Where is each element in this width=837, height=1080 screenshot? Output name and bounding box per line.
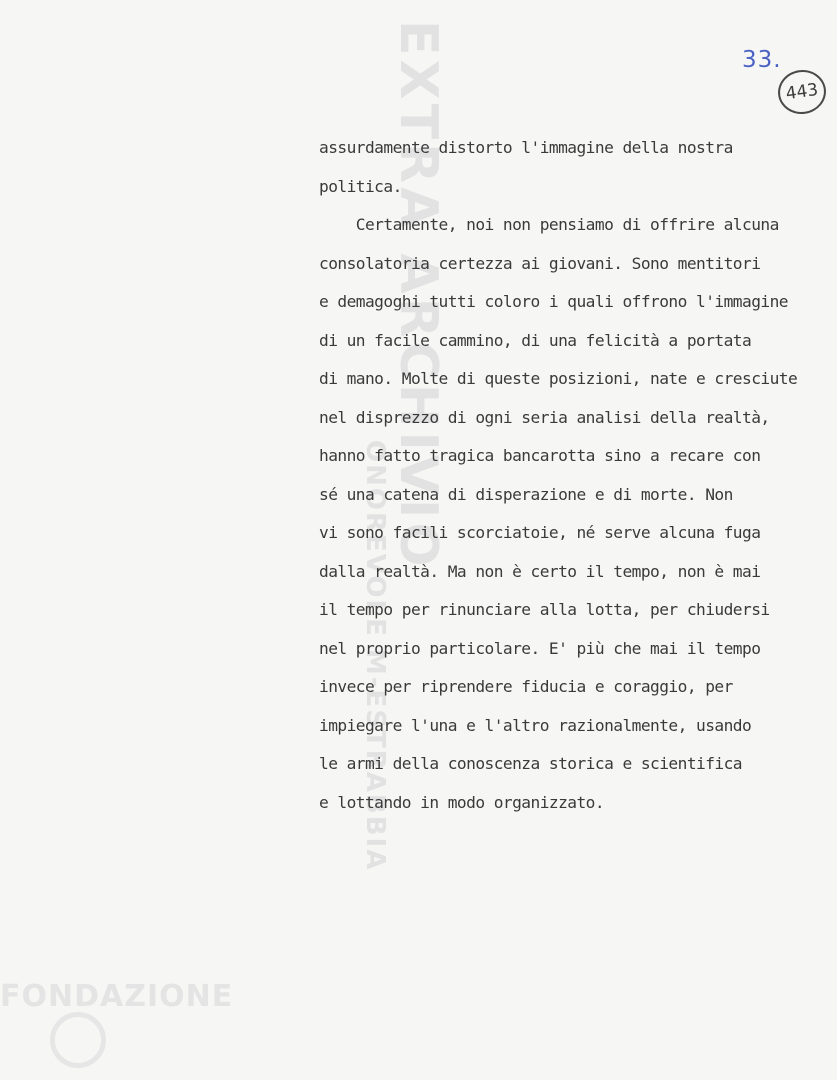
foundation-logo-watermark xyxy=(0,979,234,1080)
text-line: il tempo per rinunciare alla lotta, per chiudersi xyxy=(319,600,770,619)
text-line: assurdamente distorto l'immagine della nostra xyxy=(319,138,733,157)
text-line: invece per riprendere fiducia e coraggio, per xyxy=(319,677,733,696)
text-line: e demagoghi tutti coloro i quali offrono l'immagine xyxy=(319,292,788,311)
text-line: consolatoria certezza ai giovani. Sono mentitori xyxy=(319,253,761,273)
text-line: Certamente, noi non pensiamo di offrire alcuna xyxy=(319,215,779,234)
logo-ring-icon xyxy=(50,1012,106,1068)
text-line: nel disprezzo di ogni seria analisi della realtà, xyxy=(319,407,770,427)
text-line: di un facile cammino, di una felicità a portata xyxy=(319,330,752,350)
text-line: le armi della conoscenza storica e scientifica xyxy=(319,754,743,773)
archive-number-circled: 443 xyxy=(775,67,829,117)
text-line: vi sono facili scorciatoie, né serve alcuna fuga xyxy=(319,523,761,542)
text-line: sé una catena di disperazione e di morte. Non xyxy=(319,484,733,504)
watermark-logo-text: FONDAZIONE xyxy=(0,979,234,1014)
text-line: nel proprio particolare. E' più che mai il tempo xyxy=(319,638,761,658)
watermark-small-text: ONOREVOLE M-ESTRABBIA xyxy=(360,440,390,872)
text-line: e lottando in modo organizzato. xyxy=(319,792,605,812)
text-line: impiegare l'una e l'altro razionalmente, usando xyxy=(319,715,752,735)
text-line: di mano. Molte di queste posizioni, nate e cresciute xyxy=(319,369,798,388)
page-number: 33. xyxy=(742,47,782,73)
text-line: politica. xyxy=(319,176,402,196)
text-line: dalla realtà. Ma non è certo il tempo, non è mai xyxy=(319,561,761,581)
typed-body-text xyxy=(319,132,829,825)
text-line: hanno fatto tragica bancarotta sino a recare con xyxy=(319,446,761,465)
watermark-big-text: EXTRA ARCHIVIO xyxy=(388,20,448,571)
